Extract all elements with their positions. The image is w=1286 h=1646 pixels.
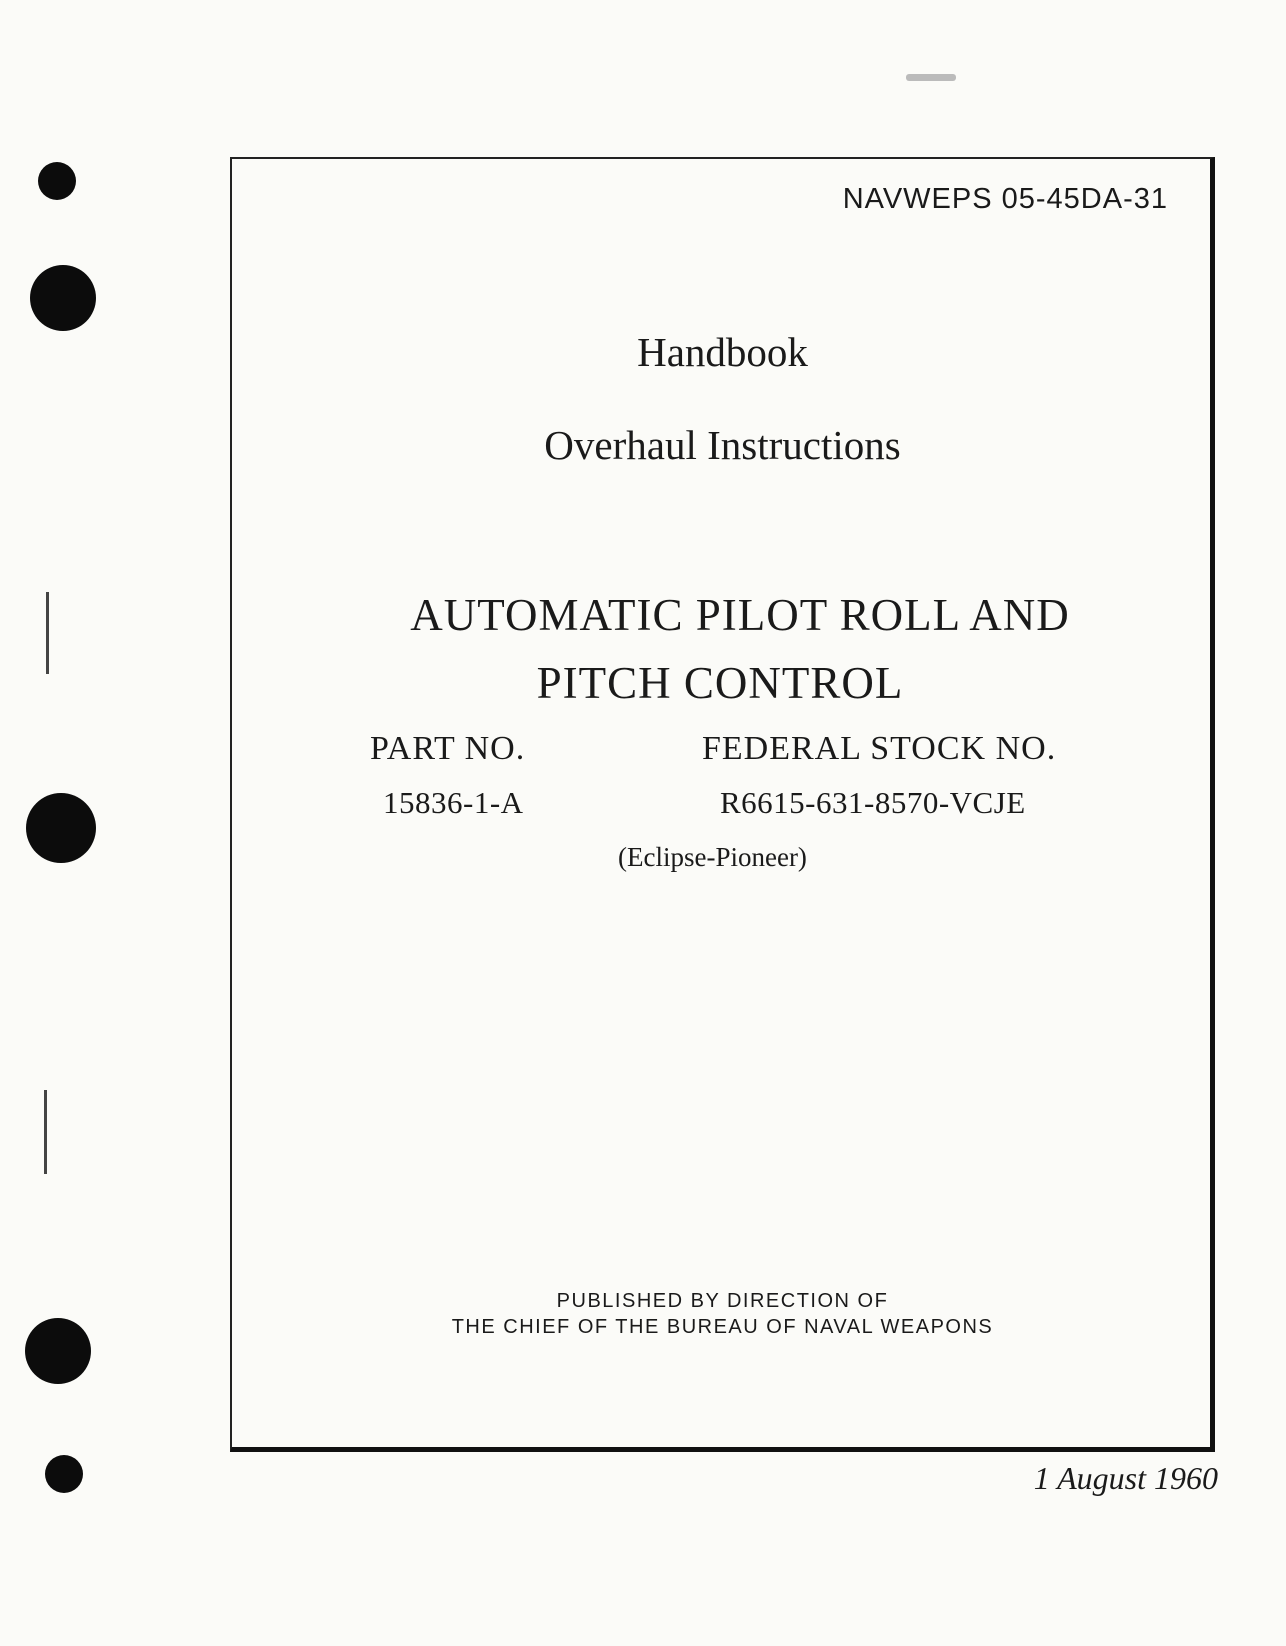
heading: Handbook <box>637 329 808 375</box>
title-line-1: AUTOMATIC PILOT ROLL AND <box>410 590 1070 640</box>
part-number: 15836-1-A <box>383 785 524 820</box>
publication-date: 1 August 1960 <box>1033 1460 1218 1496</box>
binder-hole-1 <box>38 162 76 200</box>
document-number: NAVWEPS 05-45DA-31 <box>842 183 1168 215</box>
binder-hole-3 <box>26 793 96 863</box>
binder-hole-4 <box>25 1318 91 1384</box>
publisher-line-1: PUBLISHED BY DIRECTION OF <box>556 1290 889 1312</box>
stock-number: R6615-631-8570-VCJE <box>720 785 1026 820</box>
title-line-2: PITCH CONTROL <box>536 658 904 708</box>
stock-number-label: FEDERAL STOCK NO. <box>702 730 1057 767</box>
subheading: Overhaul Instructions <box>544 422 901 468</box>
manufacturer: (Eclipse-Pioneer) <box>618 842 807 872</box>
part-number-label: PART NO. <box>370 730 526 767</box>
binder-hole-5 <box>45 1455 83 1493</box>
publisher-line-2: THE CHIEF OF THE BUREAU OF NAVAL WEAPONS <box>451 1316 994 1338</box>
scan-mark-left-2 <box>44 1090 47 1174</box>
scan-mark-top <box>906 74 956 81</box>
binder-hole-2 <box>30 265 96 331</box>
scan-mark-left-1 <box>46 592 49 674</box>
